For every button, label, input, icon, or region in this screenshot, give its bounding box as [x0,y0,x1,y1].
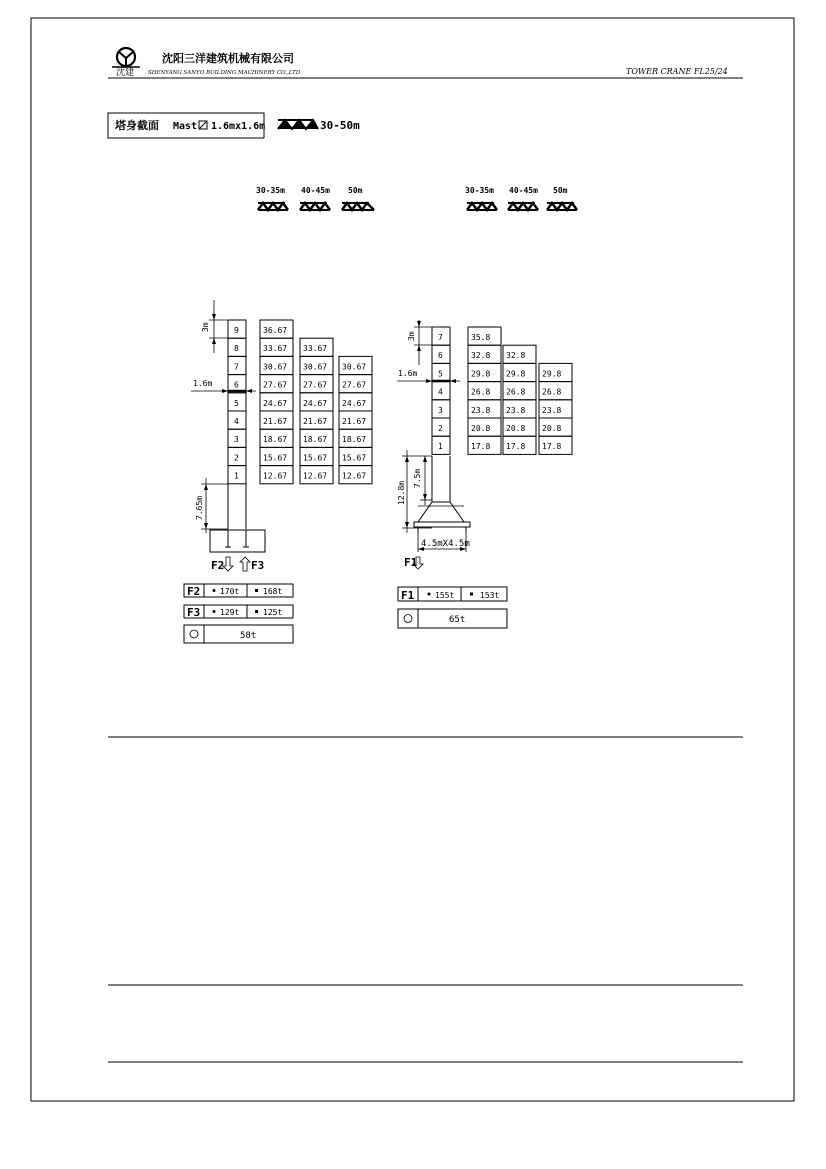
reaction-value: 170t [220,587,240,596]
reaction-table [184,584,293,643]
height-value: 33.67 [263,344,288,354]
jib-headers-right [465,186,577,210]
base-height-label: 7.65m [195,495,204,520]
height-value: 26.8 [471,387,491,397]
mast-sections [432,327,450,454]
base-height-label: 12.8m [397,480,406,505]
height-value: 23.8 [542,405,562,415]
height-value: 23.8 [506,405,526,415]
jib-truss-icon [278,120,318,129]
section-number: 3 [438,405,443,415]
height-value: 18.67 [342,435,367,445]
height-value: 30.67 [342,362,367,372]
height-value: 29.8 [542,369,562,379]
base-size-label: 4.5mX4.5m [421,539,470,549]
height-value: 18.67 [303,435,328,445]
height-value: 12.67 [342,471,367,481]
height-value: 21.67 [263,417,288,426]
drawing-model: TOWER CRANE FL25/24 [626,67,728,76]
chassis-height-label: 7.5m [413,468,422,488]
logo-caption: 沈建 [116,68,135,78]
height-value: 24.67 [303,398,328,408]
base-size-dimension [418,533,470,552]
force-label-f3: F3 [251,559,265,572]
section-number: 4 [438,387,443,397]
height-value: 23.8 [471,405,491,415]
height-columns [260,320,372,484]
down-arrow-icon [223,557,233,571]
up-arrow-icon [240,557,250,571]
mast-label-cn: 塔身截面 [115,119,159,132]
jib-header-2: 40-45m [509,186,538,195]
company-name-cn: 沈阳三洋建筑机械有限公司 [162,52,294,65]
company-logo [112,48,140,78]
height-value: 30.67 [263,362,288,372]
right-mast-diagram [397,320,572,628]
company-name-en: SHENYANG SANYO BUILDING MACHINERY CO.,LTD [148,70,301,76]
mast-width-label: 1.6m [398,369,418,378]
bullet-icon [213,610,216,613]
foundation-block [210,530,265,552]
height-columns [468,327,572,454]
jib-truss-icon [342,203,374,210]
height-value: 17.8 [542,442,562,452]
mast-size: 1.6mx1.6m [211,121,266,132]
jib-header-3: 50m [553,186,568,195]
section-height-dimension [407,320,432,365]
jib-header-3: 50m [348,186,363,195]
square-bullet-icon [255,610,258,613]
reaction-value: 168t [263,587,283,596]
reaction-value: 125t [263,608,283,617]
height-value: 15.67 [263,453,288,463]
base-height-dimension [397,450,432,533]
height-value: 27.67 [263,380,288,390]
reaction-table [398,587,507,628]
height-value: 36.67 [263,326,288,335]
section-number: 4 [234,417,239,426]
jib-header-2: 40-45m [301,186,330,195]
height-value: 24.67 [342,398,367,408]
height-value: 32.8 [506,351,526,361]
square-section-icon [199,121,207,129]
mast-width-dimension [397,369,460,383]
weight-icon [404,615,412,623]
base-height-dimension [195,478,228,533]
height-value: 21.67 [342,417,367,426]
counterweight-value: 58t [240,631,257,641]
height-value: 33.67 [303,344,328,354]
square-bullet-icon [255,589,258,592]
bullet-icon [213,589,216,592]
height-value: 27.67 [303,380,328,390]
jib-truss-icon [547,203,577,210]
height-value: 32.8 [471,351,491,361]
weight-row [184,625,293,643]
height-value: 15.67 [303,453,328,463]
bullet-icon [428,593,431,596]
section-number: 9 [234,326,239,335]
section-number: 5 [438,369,443,379]
height-value: 20.8 [542,424,562,433]
height-value: 12.67 [263,471,288,481]
section-number: 1 [438,442,443,452]
height-value: 17.8 [506,442,526,452]
square-bullet-icon [470,593,473,596]
height-value: 18.67 [263,435,288,445]
row-label: F2 [187,585,201,598]
jib-headers-left [256,186,374,210]
height-value: 26.8 [506,387,526,397]
jib-truss-icon [508,203,538,210]
reaction-value: 153t [480,591,500,600]
jib-truss-icon [258,203,288,210]
mast-label-en: Mast [173,121,198,132]
section-height-dimension [201,300,228,353]
section-number: 2 [234,453,239,463]
section-number: 1 [234,471,239,481]
weight-icon [190,630,198,638]
section-number: 7 [234,362,239,372]
jib-range: 30-50m [320,119,360,132]
height-value: 15.67 [342,453,367,463]
jib-header-1: 30-35m [256,186,285,195]
height-value: 29.8 [471,369,491,379]
height-value: 26.8 [542,387,562,397]
force-label-f2: F2 [211,559,225,572]
height-value: 35.8 [471,333,491,342]
section-number: 8 [234,344,239,354]
reaction-value: 129t [220,608,240,617]
force-label-f1: F1 [404,556,418,569]
section-height-label: 3m [201,322,210,332]
chassis-height-dimension [413,456,432,505]
row-label: F1 [401,589,415,602]
height-value: 17.8 [471,442,491,452]
section-number: 6 [438,351,443,361]
reaction-value: 155t [435,591,455,600]
height-value: 30.67 [303,362,328,372]
left-mast-diagram [184,300,372,643]
section-number: 6 [234,380,239,390]
jib-truss-icon [467,203,497,210]
height-value: 20.8 [471,424,491,433]
section-number: 2 [438,424,443,433]
height-value: 20.8 [506,424,526,433]
section-number: 5 [234,398,239,408]
section-number: 3 [234,435,239,445]
row-label: F3 [187,606,201,619]
section-height-label: 3m [407,331,416,341]
height-value: 29.8 [506,369,526,379]
jib-header-1: 30-35m [465,186,494,195]
mast-width-label: 1.6m [193,379,213,388]
counterweight-value: 65t [449,615,466,625]
mast-sections [228,320,246,484]
jib-truss-icon [300,203,330,210]
height-value: 21.67 [303,417,328,426]
height-value: 12.67 [303,471,328,481]
height-value: 27.67 [342,380,367,390]
section-number: 7 [438,333,443,342]
height-value: 24.67 [263,398,288,408]
